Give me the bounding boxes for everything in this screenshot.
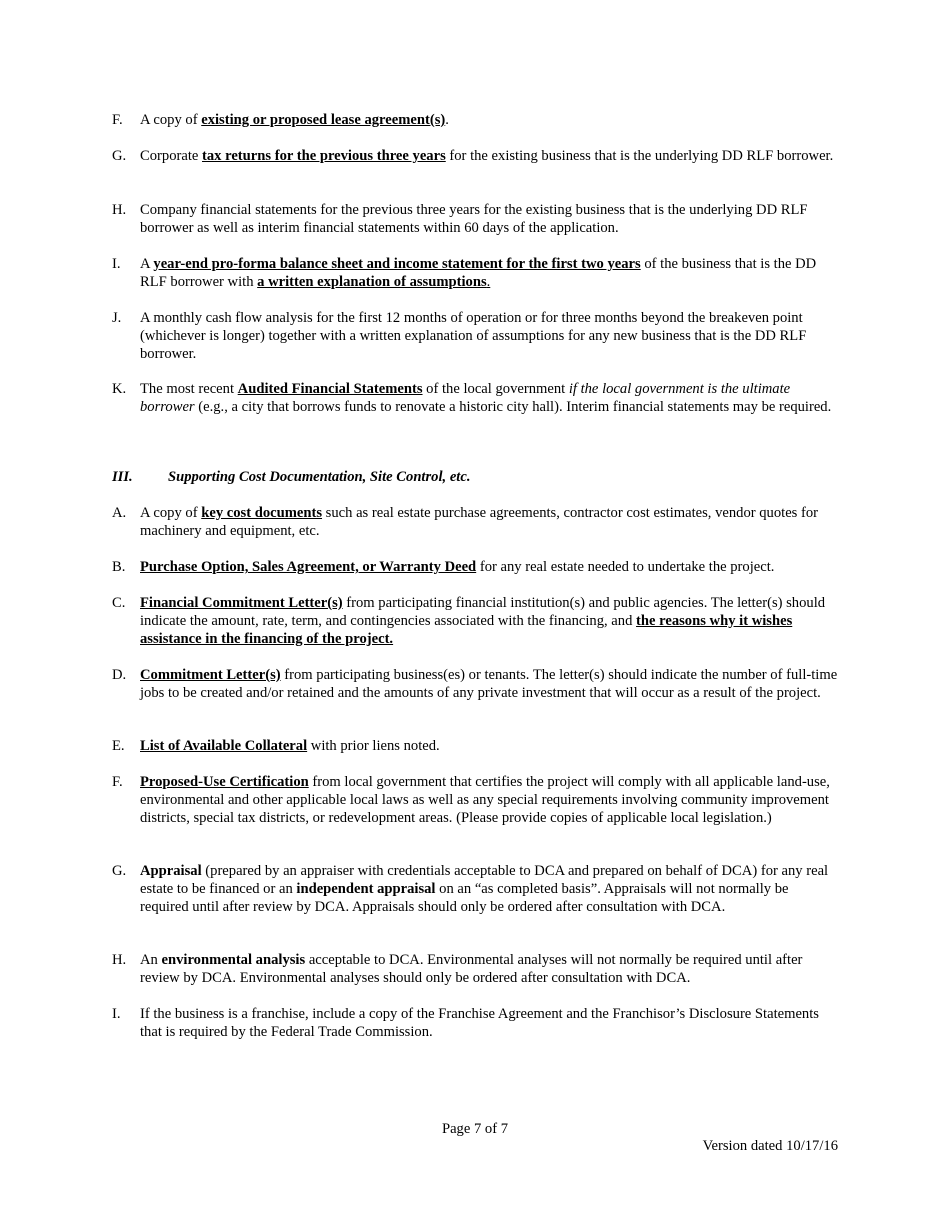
item-text: [140, 112, 838, 130]
item-text-run: If the business is a franchise, include a copy of the Franchise Agreement and the Franchisor’s Disclosure Statements that is required by the Federal Trade Commission.: [140, 1006, 819, 1040]
item-text-run: such as real estate purchase agreements, contractor cost estimates, vendor quotes for machinery and equipment, etc.: [140, 505, 819, 539]
item-text: [140, 1006, 838, 1042]
item-text: [140, 774, 838, 828]
item-text-run: Appraisal: [140, 863, 202, 879]
version-date: Version dated 10/17/16: [702, 1138, 838, 1154]
item-text-run: A monthly cash flow analysis for the first 12 months of operation or for three months beyond the breakeven point (whichever is longer) together with a written explanation of assumptions for any new business that is the DD RLF borrower.: [140, 310, 807, 362]
item-letter: F.: [112, 774, 123, 790]
item-text-run: (prepared by an appraiser with credentials acceptable to DCA and prepared on behalf of DCA) for any real estate to be financed or an: [140, 863, 829, 897]
item-text: [140, 559, 838, 577]
item-text-run: List of Available Collateral: [140, 738, 308, 754]
item-text-run: from participating business(es) or tenants. The letter(s) should indicate the number of full-time jobs to be created and/or retained and the amounts of any private investment that will occur as a result of the project.: [140, 667, 838, 701]
section-3-item: [112, 505, 838, 541]
item-text-run: Proposed-Use Certification: [140, 774, 309, 790]
section-3-item: [112, 667, 838, 703]
item-letter: K.: [112, 381, 127, 397]
item-text-run: Commitment Letter(s): [140, 667, 281, 683]
item-text-run: with prior liens noted.: [307, 738, 440, 754]
item-text-run: Financial Commitment Letter(s): [140, 595, 343, 611]
item-text-run: Corporate: [140, 148, 203, 164]
section-2-item: [112, 148, 838, 166]
item-letter: J.: [112, 310, 122, 326]
item-text-run: .: [445, 112, 449, 128]
item-letter: G.: [112, 863, 127, 879]
item-text-run: the reasons why it wishes assistance in the financing of the project.: [140, 612, 793, 647]
section-2-item: [112, 310, 838, 364]
item-letter: B.: [112, 559, 126, 575]
item-letter: F.: [112, 112, 123, 128]
item-text-run: for the existing business that is the underlying DD RLF borrower.: [445, 148, 834, 164]
item-text-run: acceptable to DCA. Environmental analyses will not normally be required until after review by DCA. Environmental analyses should only be ordered after consultation with DCA.: [140, 952, 803, 986]
item-text-run: of the business that is the DD RLF borrower with: [140, 256, 817, 290]
item-text-run: existing or proposed lease agreement(s): [201, 112, 446, 128]
section-2-item: [112, 381, 838, 417]
item-letter: A.: [112, 505, 127, 521]
item-text-run: A copy of: [140, 505, 202, 521]
item-text: [140, 863, 838, 917]
item-letter: E.: [112, 738, 125, 754]
item-text-run: of the local government: [422, 381, 569, 397]
section-2-item: [112, 112, 838, 130]
section-3-title: Supporting Cost Documentation, Site Control, etc.: [168, 469, 471, 485]
item-text-run: Company financial statements for the previous three years for the existing business that is the underlying DD RLF borrower as well as interim financial statements within 60 days of the application.: [140, 202, 808, 236]
item-text: [140, 952, 838, 988]
item-letter: H.: [112, 952, 127, 968]
item-text: [140, 202, 838, 238]
section-2-item: [112, 256, 838, 292]
section-3-item: [112, 738, 838, 756]
item-text-run: environmental analysis: [161, 952, 306, 968]
item-text-run: from participating financial institution(s) and public agencies. The letter(s) should indicate the amount, rate, term, and contingencies associated with the financing, and: [140, 595, 826, 629]
page-number: Page 7 of 7: [441, 1121, 509, 1137]
item-text-run: A copy of: [140, 112, 202, 128]
item-text-run: .: [486, 273, 491, 290]
item-letter: C.: [112, 595, 126, 611]
item-text-run: An: [140, 952, 162, 968]
section-3-item: [112, 863, 838, 917]
item-text-run: from local government that certifies the project will comply with all applicable land-use, environmental and other applicable local laws as well as any special requirements involving community improvement districts, special tax districts, or redevelopment areas. (Please provide copies of applicable local legislation.): [140, 774, 830, 826]
item-text: [140, 381, 838, 417]
item-text-run: Purchase Option, Sales Agreement, or Warranty Deed: [140, 559, 477, 575]
item-text-run: on an “as completed basis”. Appraisals will not normally be required until after review by DCA. Appraisals should only be ordered after consultation with DCA.: [140, 880, 789, 915]
section-3-item: [112, 559, 838, 577]
item-text-run: for any real estate needed to undertake the project.: [476, 559, 775, 575]
section-3-item: [112, 952, 838, 988]
section-2-item: [112, 202, 838, 238]
item-letter: I.: [112, 256, 121, 272]
section-3-item: [112, 595, 838, 649]
item-text: [140, 148, 838, 166]
item-text-run: tax returns for the previous three years: [202, 148, 446, 164]
section-3-number: III.: [112, 469, 133, 485]
item-letter: I.: [112, 1006, 121, 1022]
item-text: [140, 256, 838, 292]
item-text-run: A: [140, 256, 154, 272]
section-3-item: [112, 774, 838, 828]
item-text-run: year-end pro-forma balance sheet and income statement for the first two years: [153, 256, 641, 272]
section-3-item: [112, 1006, 838, 1042]
item-text: [140, 505, 838, 541]
item-letter: D.: [112, 667, 127, 683]
item-text-run: Audited Financial Statements: [237, 381, 423, 397]
item-text-run: independent appraisal: [296, 880, 436, 897]
item-text-run: key cost documents: [201, 505, 323, 521]
section-3-heading: [112, 469, 470, 487]
item-text-run: if the local government is the ultimate borrower: [140, 381, 791, 415]
item-text: [140, 738, 838, 756]
item-text-run: (e.g., a city that borrows funds to renovate a historic city hall). Interim financial statements may be required.: [194, 398, 832, 415]
item-text-run: The most recent: [140, 381, 238, 397]
item-letter: G.: [112, 148, 127, 164]
item-text: [140, 667, 838, 703]
item-text: [140, 595, 838, 649]
item-letter: H.: [112, 202, 127, 218]
item-text: [140, 310, 838, 364]
item-text-run: a written explanation of assumptions: [257, 273, 487, 290]
